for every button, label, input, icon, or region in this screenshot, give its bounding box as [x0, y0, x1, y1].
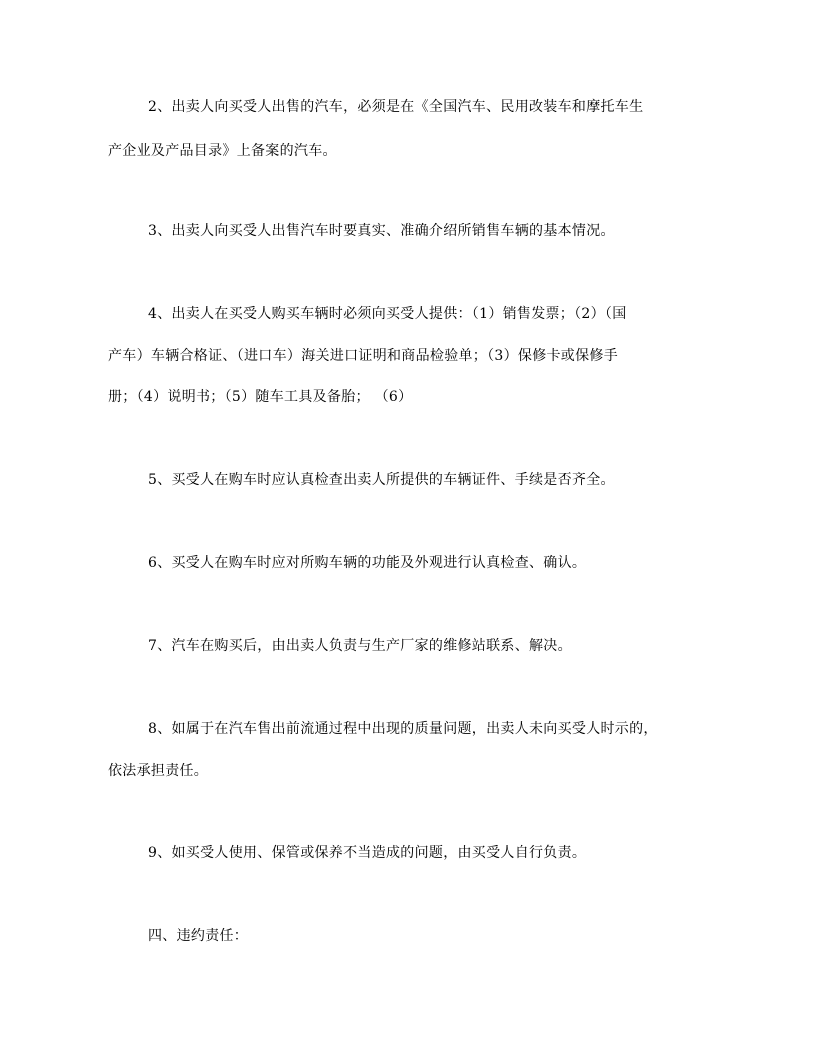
item-8-line-2: 依法承担责任。: [108, 763, 209, 779]
item-7-line-1: 7、汽车在购买后，由出卖人负责与生产厂家的维修站联系、解决。: [148, 638, 572, 654]
item-2-line-1: 2、出卖人向买受人出售的汽车，必须是在《全国汽车、民用改装车和摩托车生: [148, 99, 644, 115]
item-4-line-1: 4、出卖人在买受人购买车辆时必须向买受人提供：（1）销售发票；（2）（国: [148, 306, 627, 322]
item-4-line-3: 册；（4）说明书；（5）随车工具及备胎； （6）: [108, 389, 413, 405]
item-3-line-1: 3、出卖人向买受人出售汽车时要真实、准确介绍所销售车辆的基本情况。: [148, 223, 615, 239]
item-6-line-1: 6、买受人在购车时应对所购车辆的功能及外观进行认真检查、确认。: [148, 555, 587, 571]
item-2-line-2: 产企业及产品目录》上备案的汽车。: [108, 143, 337, 159]
section-4-heading: 四、违约责任：: [148, 928, 249, 944]
item-8-line-1: 8、如属于在汽车售出前流通过程中出现的质量问题，出卖人未向买受人时示的，: [148, 721, 658, 737]
item-9-line-1: 9、如买受人使用、保管或保养不当造成的问题，由买受人自行负责。: [148, 845, 587, 861]
item-5-line-1: 5、买受人在购车时应认真检查出卖人所提供的车辆证件、手续是否齐全。: [148, 472, 615, 488]
item-4-line-2: 产车）车辆合格证、（进口车）海关进口证明和商品检验单；（3）保修卡或保修手: [108, 348, 619, 364]
